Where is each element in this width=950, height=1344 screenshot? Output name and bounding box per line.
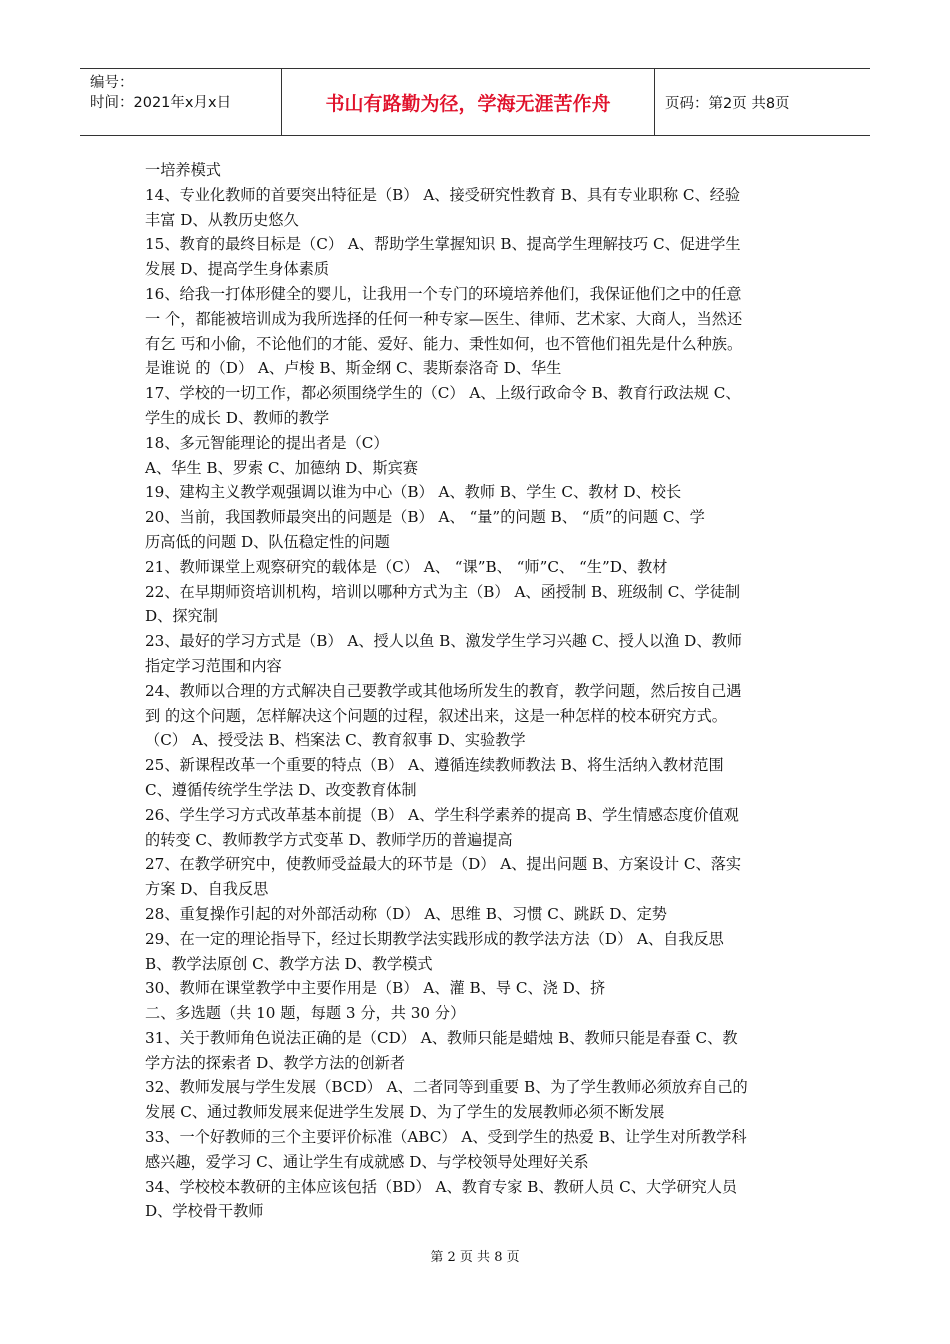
text-line: 22、在早期师资培训机构，培训以哪种方式为主（B） A、函授制 B、班级制 C、学徒制 xyxy=(145,582,741,601)
text-line: D、探究制 xyxy=(145,607,218,626)
text-line: 25、新课程改革一个重要的特点（B） A、遵循连续教师教法 B、将生活纳入教材范围 xyxy=(145,756,724,775)
text-line: 有乞 丐和小偷，不论他们的才能、爱好、能力、秉性如何，也不管他们祖先是什么种族。 xyxy=(145,334,743,353)
text-line: （C） A、授受法 B、档案法 C、教育叙事 D、实验教学 xyxy=(145,731,526,750)
text-line: 14、专业化教师的首要突出特征是（B） A、接受研究性教育 B、具有专业职称 C、经验 xyxy=(145,185,741,204)
text-line: 29、在一定的理论指导下，经过长期教学法实践形成的教学法方法（D） A、自我反思 xyxy=(145,929,724,948)
text-line: 16、给我一打体形健全的婴儿，让我用一个专门的环境培养他们，我保证他们之中的任意 xyxy=(145,284,742,303)
text-line: B、教学法原创 C、教学方法 D、教学模式 xyxy=(145,954,433,973)
text-line: 26、学生学习方式改革基本前提（B） A、学生科学素养的提高 B、学生情感态度价值观 xyxy=(145,805,739,824)
text-line: 指定学习范围和内容 xyxy=(145,656,282,675)
text-line: 发展 C、通过教师发展来促进学生发展 D、为了学生的发展教师必须不断发展 xyxy=(145,1103,665,1122)
text-line: A、华生 B、罗索 C、加德纳 D、斯宾赛 xyxy=(145,458,419,477)
text-line: 历高低的问题 D、队伍稳定性的问题 xyxy=(145,532,390,551)
document-date: 时间：2021年x月x日 xyxy=(90,95,232,111)
text-line: 丰富 D、从教历史悠久 xyxy=(145,210,299,229)
header-motto: 书山有路勤为径，学海无涯苦作舟 xyxy=(282,69,655,135)
header-page-number: 页码：第2页 共8页 xyxy=(665,95,790,112)
text-line: 33、一个好教师的三个主要评价标准（ABC） A、受到学生的热爱 B、让学生对所教学科 xyxy=(145,1128,747,1147)
document-body xyxy=(145,158,813,1224)
text-line: D、学校骨干教师 xyxy=(145,1202,264,1221)
text-line: 学方法的探索者 D、教学方法的创新者 xyxy=(145,1053,406,1072)
text-line: 20、当前，我国教师最突出的问题是（B） A、 “量”的问题 B、 “质”的问题 C、学 xyxy=(145,508,705,527)
text-line: 18、多元智能理论的提出者是（C） xyxy=(145,433,389,452)
text-line: 24、教师以合理的方式解决自己要教学或其他场所发生的教育，教学问题，然后按自己遇 xyxy=(145,681,742,700)
text-line: 31、关于教师角色说法正确的是（CD） A、教师只能是蜡烛 B、教师只能是春蚕 C、教 xyxy=(145,1028,738,1047)
text-line: 一培养模式 xyxy=(145,161,221,179)
text-line: 32、教师发展与学生发展（BCD） A、二者同等到重要 B、为了学生教师必须放弃自己的 xyxy=(145,1078,748,1097)
header-meta xyxy=(80,69,282,135)
text-line: C、遵循传统学生学法 D、改变教育体制 xyxy=(145,780,417,799)
text-line: 一 个，都能被培训成为我所选择的任何一种专家—医生、律师、艺术家、大商人，当然还 xyxy=(145,309,743,328)
text-line: 19、建构主义教学观强调以谁为中心（B） A、教师 B、学生 C、教材 D、校长 xyxy=(145,483,682,502)
text-line: 的转变 C、教师教学方式变革 D、教师学历的普遍提高 xyxy=(145,830,513,849)
page-header xyxy=(80,68,870,136)
text-line: 感兴趣，爱学习 C、通让学生有成就感 D、与学校领导处理好关系 xyxy=(145,1152,589,1171)
text-line: 发展 D、提高学生身体素质 xyxy=(145,260,330,279)
text-line: 15、教育的最终目标是（C） A、帮助学生掌握知识 B、提高学生理解技巧 C、促进学生 xyxy=(145,235,741,254)
text-line: 二、多选题（共 10 题，每题 3 分，共 30 分） xyxy=(145,1004,466,1023)
text-line: 23、最好的学习方式是（B） A、授人以鱼 B、激发学生学习兴趣 C、授人以渔 D、教师 xyxy=(145,632,742,651)
text-line: 方案 D、自我反思 xyxy=(145,880,269,899)
text-line: 28、重复操作引起的对外部活动称（D） A、思维 B、习惯 C、跳跃 D、定势 xyxy=(145,904,667,923)
page-footer: 第 2 页 共 8 页 xyxy=(430,1250,520,1265)
text-line: 学生的成长 D、教师的教学 xyxy=(145,408,330,427)
text-line: 21、教师课堂上观察研究的载体是（C） A、 “课”B、 “师”C、 “生”D、教材 xyxy=(145,557,668,576)
text-line: 30、教师在课堂教学中主要作用是（B） A、灌 B、导 C、浇 D、挤 xyxy=(145,979,606,998)
text-line: 27、在教学研究中，使教师受益最大的环节是（D） A、提出问题 B、方案设计 C、落实 xyxy=(145,855,742,874)
text-line: 到 的这个问题，怎样解决这个问题的过程，叙述出来，这是一种怎样的校本研究方式。 xyxy=(145,706,727,725)
text-line: 17、学校的一切工作，都必须围绕学生的（C） A、上级行政命令 B、教育行政法规 C、 xyxy=(145,384,741,403)
text-line: 34、学校校本教研的主体应该包括（BD） A、教育专家 B、教研人员 C、大学研究人员 xyxy=(145,1177,738,1196)
text-line: 是谁说 的（D） A、卢梭 B、斯金纲 C、裴斯泰洛奇 D、华生 xyxy=(145,359,562,378)
document-number: 编号： xyxy=(90,75,134,91)
